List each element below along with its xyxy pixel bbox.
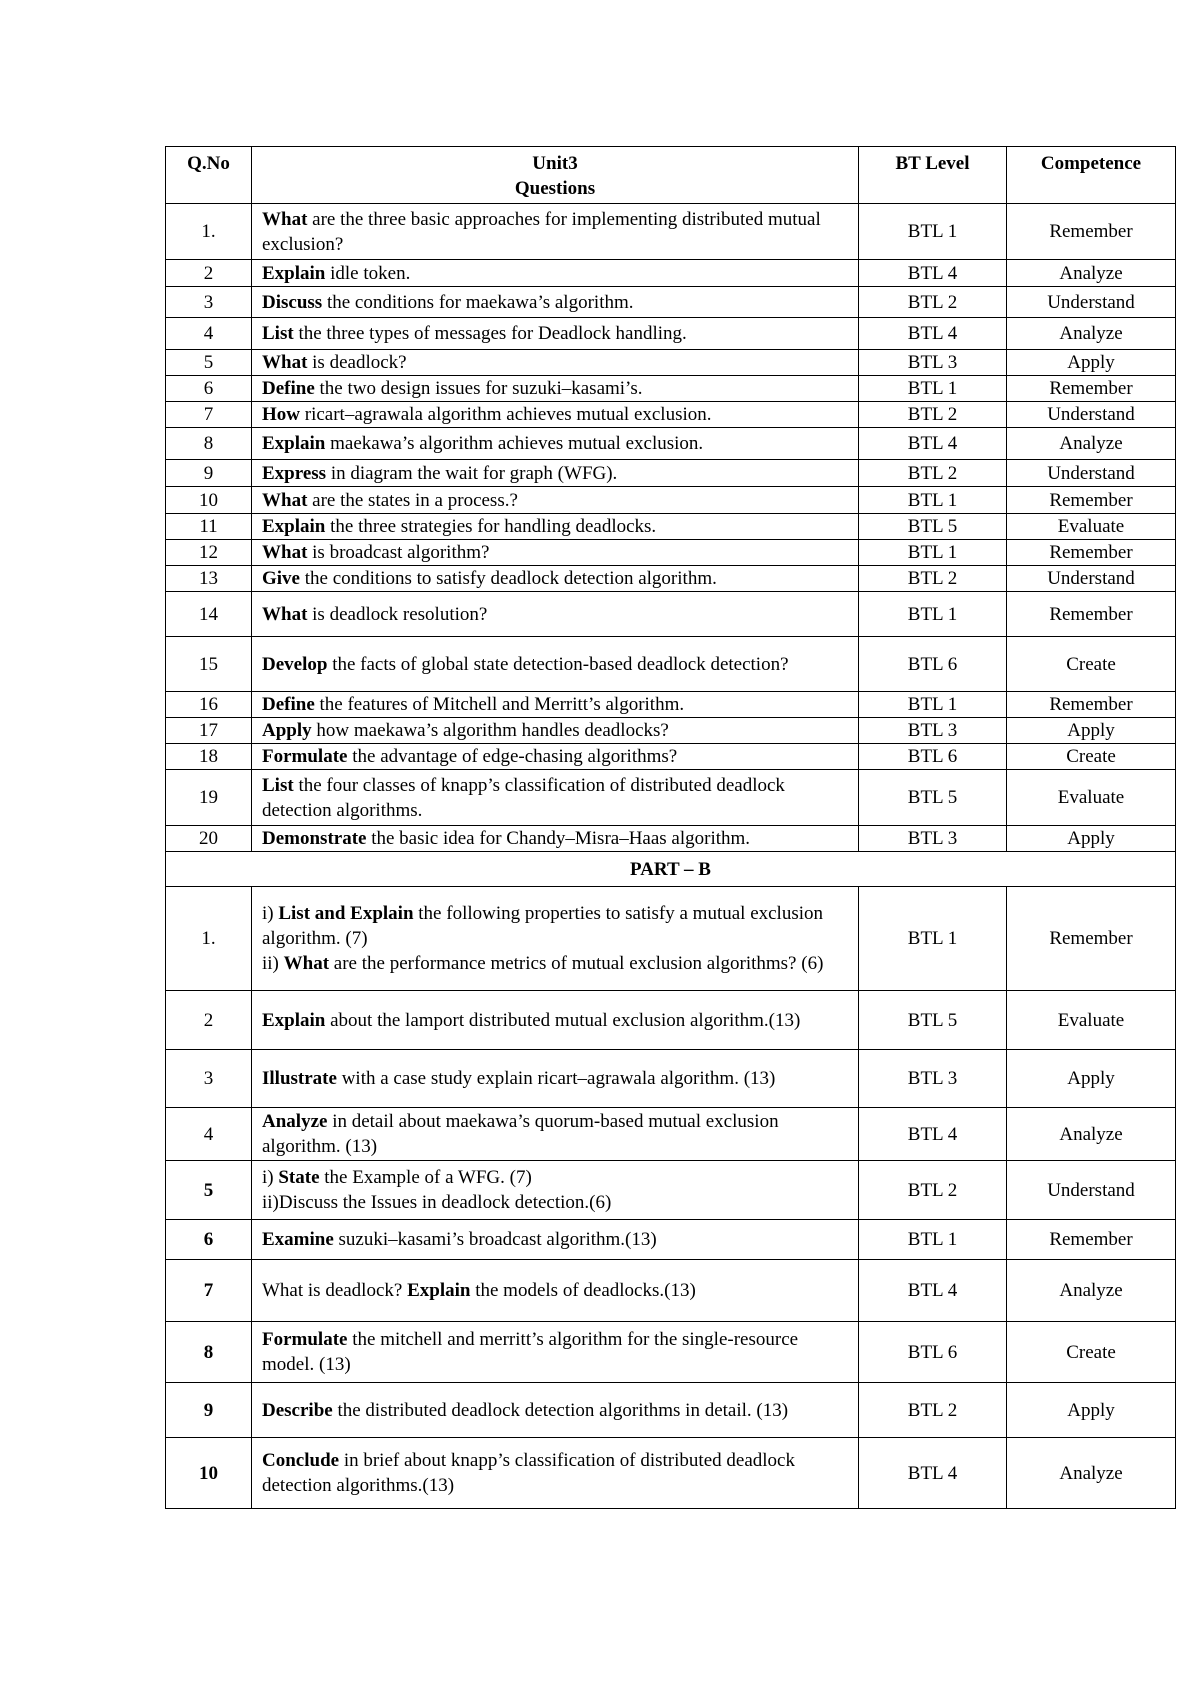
bt-level: BTL 2 <box>859 402 1007 428</box>
question-number: 11 <box>166 514 252 540</box>
bt-level: BTL 1 <box>859 692 1007 718</box>
question-number: 19 <box>166 770 252 826</box>
question-keyword: Define <box>262 694 315 715</box>
bt-level: BTL 3 <box>859 826 1007 852</box>
competence: Analyze <box>1007 1260 1176 1322</box>
table-row <box>166 770 1176 826</box>
question-keyword: Explain <box>262 516 326 537</box>
question-text: Formulate the mitchell and merritt’s algorithm for the single-resource model. (13) <box>252 1322 859 1383</box>
table-row <box>166 718 1176 744</box>
bt-level: BTL 4 <box>859 318 1007 350</box>
table-row <box>166 744 1176 770</box>
table-row <box>166 204 1176 260</box>
table-row <box>166 1438 1176 1509</box>
question-number: 14 <box>166 592 252 637</box>
table-row <box>166 566 1176 592</box>
bt-level: BTL 1 <box>859 887 1007 991</box>
competence: Understand <box>1007 287 1176 318</box>
bt-level: BTL 5 <box>859 770 1007 826</box>
bt-level: BTL 3 <box>859 718 1007 744</box>
question-number: 15 <box>166 637 252 692</box>
question-number: 5 <box>166 350 252 376</box>
question-text: i) State the Example of a WFG. (7) ii)Discuss the Issues in deadlock detection.(6) <box>252 1161 859 1220</box>
question-number: 1. <box>166 887 252 991</box>
bt-level: BTL 2 <box>859 460 1007 487</box>
table-row <box>166 376 1176 402</box>
table-row <box>166 350 1176 376</box>
competence: Create <box>1007 744 1176 770</box>
question-keyword: Explain <box>262 262 326 284</box>
question-keyword: Demonstrate <box>262 828 367 849</box>
competence: Analyze <box>1007 260 1176 287</box>
question-number: 6 <box>166 1220 252 1260</box>
question-text: i) List and Explain the following properties to satisfy a mutual exclusion algorithm. (7) ii) What are the performance metrics of mutual exclusion algorithms? (6) <box>252 887 859 991</box>
bt-level: BTL 4 <box>859 1260 1007 1322</box>
table-row <box>166 1108 1176 1161</box>
table-header-row <box>166 147 1176 204</box>
competence: Evaluate <box>1007 991 1176 1050</box>
question-number: 5 <box>166 1161 252 1220</box>
bt-level: BTL 4 <box>859 1108 1007 1161</box>
header-competence: Competence <box>1007 147 1176 204</box>
table-row <box>166 514 1176 540</box>
header-qno: Q.No <box>166 147 252 204</box>
question-keyword: How <box>262 404 300 425</box>
question-keyword: State <box>278 1167 320 1188</box>
bt-level: BTL 1 <box>859 540 1007 566</box>
bt-level: BTL 3 <box>859 350 1007 376</box>
table-row <box>166 592 1176 637</box>
competence: Apply <box>1007 718 1176 744</box>
question-number: 16 <box>166 692 252 718</box>
question-text: Explain maekawa’s algorithm achieves mutual exclusion. <box>252 428 859 460</box>
question-keyword: What <box>262 542 308 563</box>
question-keyword: Illustrate <box>262 1068 337 1089</box>
table-row <box>166 1260 1176 1322</box>
question-text: Illustrate with a case study explain ricart–agrawala algorithm. (13) <box>252 1050 859 1108</box>
question-text: Describe the distributed deadlock detection algorithms in detail. (13) <box>252 1383 859 1438</box>
table-row <box>166 260 1176 287</box>
question-keyword: Give <box>262 568 300 589</box>
question-keyword: Explain <box>407 1280 471 1301</box>
table-row <box>166 1383 1176 1438</box>
competence: Understand <box>1007 460 1176 487</box>
question-text: Explain about the lamport distributed mutual exclusion algorithm.(13) <box>252 991 859 1050</box>
competence: Analyze <box>1007 1108 1176 1161</box>
bt-level: BTL 1 <box>859 1220 1007 1260</box>
competence: Understand <box>1007 402 1176 428</box>
question-keyword: List <box>262 323 294 344</box>
bt-level: BTL 4 <box>859 428 1007 460</box>
question-text: List the four classes of knapp’s classification of distributed deadlock detection algorithms. <box>252 770 859 826</box>
table-row <box>166 487 1176 514</box>
table-row <box>166 540 1176 566</box>
bt-level: BTL 6 <box>859 744 1007 770</box>
table-row <box>166 692 1176 718</box>
question-number: 2 <box>166 260 252 287</box>
question-number: 12 <box>166 540 252 566</box>
competence: Apply <box>1007 826 1176 852</box>
question-text: What is deadlock? <box>252 350 859 376</box>
bt-level: BTL 1 <box>859 204 1007 260</box>
question-number: 8 <box>166 1322 252 1383</box>
question-text: What is broadcast algorithm? <box>252 540 859 566</box>
bt-level: BTL 6 <box>859 637 1007 692</box>
competence: Remember <box>1007 540 1176 566</box>
bt-level: BTL 2 <box>859 287 1007 318</box>
competence: Understand <box>1007 566 1176 592</box>
question-text: Define the two design issues for suzuki–kasami’s. <box>252 376 859 402</box>
competence: Remember <box>1007 1220 1176 1260</box>
question-text: Formulate the advantage of edge-chasing algorithms? <box>252 744 859 770</box>
header-questions <box>252 147 859 204</box>
question-keyword: Explain <box>262 433 326 454</box>
question-number: 17 <box>166 718 252 744</box>
question-keyword: What <box>262 208 308 230</box>
competence: Analyze <box>1007 428 1176 460</box>
question-keyword: Conclude <box>262 1450 340 1471</box>
bt-level: BTL 4 <box>859 1438 1007 1509</box>
question-keyword: Analyze <box>262 1111 328 1132</box>
question-keyword: What <box>262 489 308 511</box>
question-text: Analyze in detail about maekawa’s quorum-based mutual exclusion algorithm. (13) <box>252 1108 859 1161</box>
question-number: 9 <box>166 1383 252 1438</box>
question-number: 3 <box>166 1050 252 1108</box>
bt-level: BTL 6 <box>859 1322 1007 1383</box>
table-row <box>166 1050 1176 1108</box>
question-number: 4 <box>166 1108 252 1161</box>
question-text: What is deadlock? Explain the models of deadlocks.(13) <box>252 1260 859 1322</box>
competence: Remember <box>1007 204 1176 260</box>
competence: Analyze <box>1007 318 1176 350</box>
question-text: Explain the three strategies for handling deadlocks. <box>252 514 859 540</box>
competence: Evaluate <box>1007 514 1176 540</box>
question-number: 18 <box>166 744 252 770</box>
question-number: 10 <box>166 1438 252 1509</box>
question-keyword: Express <box>262 462 327 484</box>
bt-level: BTL 1 <box>859 376 1007 402</box>
question-keyword: What <box>283 953 330 974</box>
question-number: 10 <box>166 487 252 514</box>
competence: Create <box>1007 1322 1176 1383</box>
bt-level: BTL 1 <box>859 592 1007 637</box>
question-keyword: List and Explain <box>278 903 414 924</box>
question-text: List the three types of messages for Deadlock handling. <box>252 318 859 350</box>
table-row <box>166 460 1176 487</box>
question-number: 7 <box>166 402 252 428</box>
question-number: 1. <box>166 204 252 260</box>
question-keyword: Discuss <box>262 291 323 313</box>
competence: Remember <box>1007 887 1176 991</box>
bt-level: BTL 1 <box>859 487 1007 514</box>
question-keyword: List <box>262 774 294 796</box>
bt-level: BTL 3 <box>859 1050 1007 1108</box>
competence: Understand <box>1007 1161 1176 1220</box>
question-text: Develop the facts of global state detection-based deadlock detection? <box>252 637 859 692</box>
question-text: How ricart–agrawala algorithm achieves mutual exclusion. <box>252 402 859 428</box>
bt-level: BTL 5 <box>859 991 1007 1050</box>
question-number: 7 <box>166 1260 252 1322</box>
table-row <box>166 1322 1176 1383</box>
table-row <box>166 402 1176 428</box>
question-number: 9 <box>166 460 252 487</box>
question-number: 6 <box>166 376 252 402</box>
table-row <box>166 1161 1176 1220</box>
question-keyword: Describe <box>262 1399 333 1421</box>
part-a-body <box>166 204 1176 852</box>
header-unit: Unit3 <box>532 153 578 174</box>
table-row <box>166 318 1176 350</box>
question-keyword: What <box>262 603 308 625</box>
question-text: Discuss the conditions for maekawa’s algorithm. <box>252 287 859 318</box>
header-bt-level: BT Level <box>859 147 1007 204</box>
question-text: What are the states in a process.? <box>252 487 859 514</box>
competence: Remember <box>1007 487 1176 514</box>
question-number: 20 <box>166 826 252 852</box>
competence: Apply <box>1007 1383 1176 1438</box>
question-keyword: Explain <box>262 1009 326 1031</box>
table-row <box>166 637 1176 692</box>
table-row <box>166 826 1176 852</box>
question-keyword: What <box>262 352 308 373</box>
competence: Remember <box>1007 592 1176 637</box>
competence: Evaluate <box>1007 770 1176 826</box>
question-keyword: Apply <box>262 720 312 741</box>
bt-level: BTL 2 <box>859 1383 1007 1438</box>
question-keyword: Develop <box>262 653 328 675</box>
question-text: Apply how maekawa’s algorithm handles deadlocks? <box>252 718 859 744</box>
question-bank-table <box>165 146 1176 1509</box>
table-row <box>166 287 1176 318</box>
competence: Apply <box>1007 350 1176 376</box>
bt-level: BTL 2 <box>859 566 1007 592</box>
table-row <box>166 991 1176 1050</box>
table-row <box>166 1220 1176 1260</box>
question-number: 3 <box>166 287 252 318</box>
question-keyword: Formulate <box>262 746 348 767</box>
question-number: 8 <box>166 428 252 460</box>
part-b-heading: PART – B <box>166 852 1176 887</box>
question-text: Define the features of Mitchell and Merritt’s algorithm. <box>252 692 859 718</box>
bt-level: BTL 2 <box>859 1161 1007 1220</box>
question-text: What are the three basic approaches for implementing distributed mutual exclusion? <box>252 204 859 260</box>
question-text: Explain idle token. <box>252 260 859 287</box>
question-keyword: Examine <box>262 1229 334 1250</box>
header-questions-label: Questions <box>514 178 596 199</box>
question-text: Express in diagram the wait for graph (WFG). <box>252 460 859 487</box>
question-keyword: Define <box>262 378 315 399</box>
question-text: Conclude in brief about knapp’s classification of distributed deadlock detection algorithms.(13) <box>252 1438 859 1509</box>
part-b-heading-row <box>166 852 1176 887</box>
question-keyword: Formulate <box>262 1329 348 1350</box>
bt-level: BTL 5 <box>859 514 1007 540</box>
table-row <box>166 428 1176 460</box>
question-number: 4 <box>166 318 252 350</box>
question-text: Examine suzuki–kasami’s broadcast algorithm.(13) <box>252 1220 859 1260</box>
competence: Remember <box>1007 376 1176 402</box>
competence: Create <box>1007 637 1176 692</box>
question-text: Demonstrate the basic idea for Chandy–Misra–Haas algorithm. <box>252 826 859 852</box>
bt-level: BTL 4 <box>859 260 1007 287</box>
question-number: 2 <box>166 991 252 1050</box>
part-b-body <box>166 852 1176 1509</box>
competence: Analyze <box>1007 1438 1176 1509</box>
table-row <box>166 887 1176 991</box>
question-text: What is deadlock resolution? <box>252 592 859 637</box>
question-number: 13 <box>166 566 252 592</box>
question-text: Give the conditions to satisfy deadlock detection algorithm. <box>252 566 859 592</box>
competence: Remember <box>1007 692 1176 718</box>
competence: Apply <box>1007 1050 1176 1108</box>
